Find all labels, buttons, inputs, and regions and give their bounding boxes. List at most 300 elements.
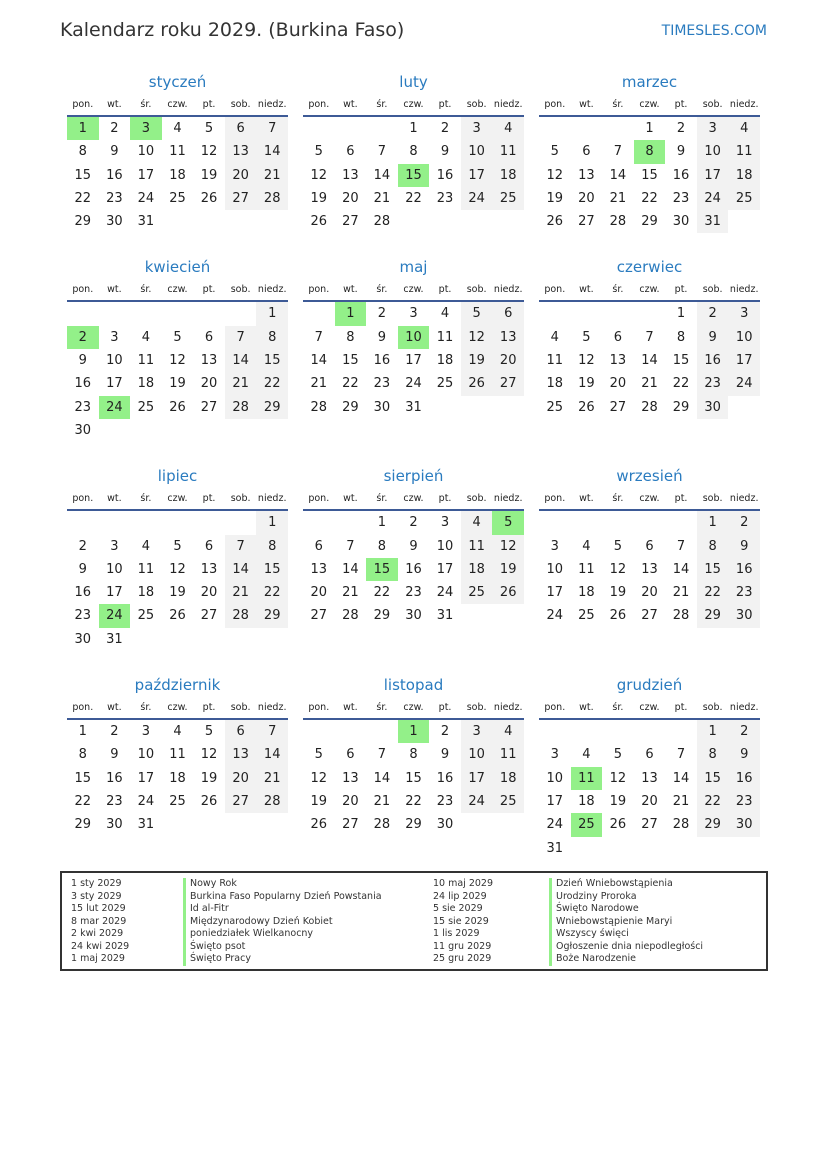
day-cell[interactable]: 24: [461, 790, 493, 813]
day-cell[interactable]: 1: [256, 511, 288, 534]
day-cell[interactable]: 12: [461, 326, 493, 349]
day-cell[interactable]: 5: [204, 724, 214, 740]
day-cell[interactable]: 8: [697, 535, 729, 558]
day-cell[interactable]: 19: [578, 376, 595, 392]
day-cell[interactable]: 13: [200, 561, 218, 577]
day-cell[interactable]: 2: [110, 121, 119, 136]
day-cell[interactable]: 16: [74, 376, 92, 392]
day-cell[interactable]: 3: [728, 302, 760, 325]
day-cell[interactable]: 30: [373, 399, 391, 415]
day-cell[interactable]: 1: [676, 306, 686, 322]
day-cell[interactable]: 7: [256, 117, 288, 140]
day-cell[interactable]: 29: [697, 604, 729, 627]
day-cell[interactable]: 12: [578, 353, 595, 369]
day-cell[interactable]: 7: [676, 538, 686, 554]
day-cell[interactable]: 31: [405, 399, 422, 415]
day-cell[interactable]: 3: [141, 724, 151, 740]
day-cell[interactable]: 4: [141, 329, 151, 345]
holiday-day-cell[interactable]: 10: [398, 326, 430, 349]
day-cell[interactable]: 14: [373, 167, 391, 183]
day-cell[interactable]: 15: [256, 558, 288, 581]
day-cell[interactable]: 26: [200, 793, 218, 809]
day-cell[interactable]: 18: [137, 376, 155, 392]
day-cell[interactable]: 13: [225, 743, 257, 766]
day-cell[interactable]: 3: [550, 538, 559, 554]
day-cell[interactable]: 28: [310, 399, 328, 415]
day-cell[interactable]: 26: [169, 608, 186, 624]
day-cell[interactable]: 15: [74, 770, 92, 786]
day-cell[interactable]: 10: [106, 353, 123, 369]
day-cell[interactable]: 12: [546, 167, 564, 183]
day-cell[interactable]: 11: [728, 140, 760, 163]
day-cell[interactable]: 12: [169, 353, 186, 369]
day-cell[interactable]: 27: [609, 399, 627, 415]
day-cell[interactable]: 8: [409, 747, 418, 763]
day-cell[interactable]: 1: [697, 720, 729, 743]
day-cell[interactable]: 21: [373, 190, 391, 206]
day-cell[interactable]: 23: [373, 376, 391, 392]
day-cell[interactable]: 21: [225, 581, 257, 604]
day-cell[interactable]: 17: [106, 376, 123, 392]
day-cell[interactable]: 17: [436, 561, 454, 577]
day-cell[interactable]: 1: [409, 121, 418, 136]
day-cell[interactable]: 6: [582, 144, 591, 160]
day-cell[interactable]: 6: [645, 538, 654, 554]
day-cell[interactable]: 3: [461, 117, 493, 140]
day-cell[interactable]: 20: [225, 164, 257, 187]
day-cell[interactable]: 28: [256, 187, 288, 210]
day-cell[interactable]: 15: [697, 558, 729, 581]
day-cell[interactable]: 27: [200, 399, 218, 415]
day-cell[interactable]: 5: [613, 538, 623, 554]
day-cell[interactable]: 3: [409, 306, 418, 322]
day-cell[interactable]: 22: [74, 793, 92, 809]
day-cell[interactable]: 19: [200, 167, 218, 183]
day-cell[interactable]: 22: [641, 190, 658, 206]
day-cell[interactable]: 3: [440, 515, 450, 531]
day-cell[interactable]: 21: [672, 585, 690, 601]
day-cell[interactable]: 7: [346, 538, 355, 554]
day-cell[interactable]: 19: [609, 793, 627, 809]
day-cell[interactable]: 29: [641, 214, 658, 230]
day-cell[interactable]: 13: [609, 353, 627, 369]
day-cell[interactable]: 22: [697, 581, 729, 604]
day-cell[interactable]: 10: [461, 743, 493, 766]
day-cell[interactable]: 21: [310, 376, 328, 392]
day-cell[interactable]: 19: [461, 349, 493, 372]
day-cell[interactable]: 13: [342, 770, 359, 786]
day-cell[interactable]: 6: [613, 329, 623, 345]
day-cell[interactable]: 25: [492, 790, 524, 813]
day-cell[interactable]: 14: [310, 353, 328, 369]
day-cell[interactable]: 5: [204, 121, 214, 136]
day-cell[interactable]: 22: [256, 372, 288, 395]
day-cell[interactable]: 19: [546, 190, 564, 206]
holiday-day-cell[interactable]: 25: [571, 813, 603, 836]
day-cell[interactable]: 3: [110, 329, 119, 345]
day-cell[interactable]: 27: [310, 608, 328, 624]
day-cell[interactable]: 25: [169, 190, 186, 206]
day-cell[interactable]: 30: [106, 214, 123, 230]
day-cell[interactable]: 5: [550, 144, 559, 160]
day-cell[interactable]: 26: [461, 372, 493, 395]
day-cell[interactable]: 18: [728, 164, 760, 187]
day-cell[interactable]: 12: [492, 535, 524, 558]
day-cell[interactable]: 10: [461, 140, 493, 163]
day-cell[interactable]: 20: [641, 793, 658, 809]
day-cell[interactable]: 18: [546, 376, 564, 392]
day-cell[interactable]: 24: [137, 190, 155, 206]
day-cell[interactable]: 6: [314, 538, 323, 554]
day-cell[interactable]: 31: [137, 214, 155, 230]
holiday-day-cell[interactable]: 3: [130, 117, 162, 140]
day-cell[interactable]: 23: [106, 190, 123, 206]
day-cell[interactable]: 20: [578, 190, 595, 206]
day-cell[interactable]: 25: [436, 376, 454, 392]
day-cell[interactable]: 4: [582, 747, 591, 763]
day-cell[interactable]: 14: [641, 353, 658, 369]
day-cell[interactable]: 17: [461, 767, 493, 790]
day-cell[interactable]: 11: [578, 561, 595, 577]
day-cell[interactable]: 11: [436, 329, 454, 345]
day-cell[interactable]: 30: [436, 817, 454, 833]
day-cell[interactable]: 17: [137, 770, 155, 786]
day-cell[interactable]: 18: [492, 164, 524, 187]
day-cell[interactable]: 16: [405, 561, 422, 577]
day-cell[interactable]: 4: [728, 117, 760, 140]
day-cell[interactable]: 26: [546, 214, 564, 230]
day-cell[interactable]: 3: [697, 117, 729, 140]
day-cell[interactable]: 10: [728, 326, 760, 349]
day-cell[interactable]: 11: [137, 353, 155, 369]
day-cell[interactable]: 29: [256, 396, 288, 419]
day-cell[interactable]: 9: [110, 747, 119, 763]
day-cell[interactable]: 14: [256, 743, 288, 766]
day-cell[interactable]: 10: [137, 747, 155, 763]
day-cell[interactable]: 19: [169, 376, 186, 392]
day-cell[interactable]: 22: [74, 190, 92, 206]
day-cell[interactable]: 2: [409, 515, 418, 531]
day-cell[interactable]: 29: [342, 399, 359, 415]
day-cell[interactable]: 28: [609, 214, 627, 230]
day-cell[interactable]: 12: [200, 144, 218, 160]
day-cell[interactable]: 15: [697, 767, 729, 790]
day-cell[interactable]: 27: [200, 608, 218, 624]
day-cell[interactable]: 8: [697, 743, 729, 766]
day-cell[interactable]: 8: [676, 329, 686, 345]
day-cell[interactable]: 30: [728, 604, 760, 627]
day-cell[interactable]: 18: [436, 353, 454, 369]
day-cell[interactable]: 22: [256, 581, 288, 604]
day-cell[interactable]: 6: [492, 302, 524, 325]
day-cell[interactable]: 17: [106, 585, 123, 601]
day-cell[interactable]: 27: [225, 790, 257, 813]
day-cell[interactable]: 15: [641, 167, 658, 183]
day-cell[interactable]: 25: [728, 187, 760, 210]
day-cell[interactable]: 2: [440, 724, 450, 740]
day-cell[interactable]: 21: [342, 585, 359, 601]
day-cell[interactable]: 6: [346, 747, 355, 763]
day-cell[interactable]: 21: [641, 376, 658, 392]
day-cell[interactable]: 9: [728, 535, 760, 558]
day-cell[interactable]: 5: [582, 329, 591, 345]
day-cell[interactable]: 25: [169, 793, 186, 809]
day-cell[interactable]: 27: [492, 372, 524, 395]
day-cell[interactable]: 7: [225, 535, 257, 558]
day-cell[interactable]: 11: [169, 747, 186, 763]
day-cell[interactable]: 10: [546, 561, 564, 577]
day-cell[interactable]: 8: [78, 747, 87, 763]
day-cell[interactable]: 12: [609, 770, 627, 786]
day-cell[interactable]: 4: [440, 306, 450, 322]
day-cell[interactable]: 28: [672, 608, 690, 624]
day-cell[interactable]: 4: [461, 511, 493, 534]
day-cell[interactable]: 20: [641, 585, 658, 601]
day-cell[interactable]: 4: [173, 724, 182, 740]
day-cell[interactable]: 31: [697, 210, 729, 233]
day-cell[interactable]: 2: [676, 121, 686, 136]
day-cell[interactable]: 10: [137, 144, 155, 160]
day-cell[interactable]: 8: [346, 329, 355, 345]
day-cell[interactable]: 5: [173, 329, 182, 345]
day-cell[interactable]: 13: [310, 561, 328, 577]
day-cell[interactable]: 28: [672, 817, 690, 833]
day-cell[interactable]: 5: [173, 538, 182, 554]
day-cell[interactable]: 22: [697, 790, 729, 813]
day-cell[interactable]: 24: [461, 187, 493, 210]
day-cell[interactable]: 26: [310, 817, 328, 833]
day-cell[interactable]: 6: [225, 720, 257, 743]
day-cell[interactable]: 15: [342, 353, 359, 369]
day-cell[interactable]: 20: [609, 376, 627, 392]
day-cell[interactable]: 17: [697, 164, 729, 187]
day-cell[interactable]: 1: [256, 302, 288, 325]
day-cell[interactable]: 23: [697, 372, 729, 395]
day-cell[interactable]: 30: [106, 817, 123, 833]
day-cell[interactable]: 1: [697, 511, 729, 534]
day-cell[interactable]: 20: [310, 585, 328, 601]
day-cell[interactable]: 28: [225, 604, 257, 627]
day-cell[interactable]: 21: [256, 164, 288, 187]
day-cell[interactable]: 3: [550, 747, 559, 763]
day-cell[interactable]: 31: [436, 608, 454, 624]
day-cell[interactable]: 9: [697, 326, 729, 349]
day-cell[interactable]: 2: [110, 724, 119, 740]
day-cell[interactable]: 18: [578, 585, 595, 601]
day-cell[interactable]: 9: [78, 353, 87, 369]
day-cell[interactable]: 6: [204, 538, 214, 554]
day-cell[interactable]: 4: [141, 538, 151, 554]
day-cell[interactable]: 9: [409, 538, 418, 554]
holiday-day-cell[interactable]: 1: [398, 720, 430, 743]
day-cell[interactable]: 31: [137, 817, 155, 833]
day-cell[interactable]: 20: [342, 793, 359, 809]
day-cell[interactable]: 9: [676, 144, 686, 160]
day-cell[interactable]: 6: [204, 329, 214, 345]
day-cell[interactable]: 29: [697, 813, 729, 836]
day-cell[interactable]: 6: [346, 144, 355, 160]
day-cell[interactable]: 9: [440, 144, 450, 160]
day-cell[interactable]: 8: [377, 538, 387, 554]
day-cell[interactable]: 7: [225, 326, 257, 349]
day-cell[interactable]: 11: [461, 535, 493, 558]
day-cell[interactable]: 26: [609, 817, 627, 833]
day-cell[interactable]: 26: [609, 608, 627, 624]
day-cell[interactable]: 28: [373, 214, 391, 230]
day-cell[interactable]: 15: [256, 349, 288, 372]
day-cell[interactable]: 2: [697, 302, 729, 325]
day-cell[interactable]: 13: [200, 353, 218, 369]
day-cell[interactable]: 26: [169, 399, 186, 415]
day-cell[interactable]: 15: [405, 770, 422, 786]
day-cell[interactable]: 26: [578, 399, 595, 415]
day-cell[interactable]: 23: [405, 585, 422, 601]
day-cell[interactable]: 22: [342, 376, 359, 392]
day-cell[interactable]: 4: [550, 329, 559, 345]
holiday-day-cell[interactable]: 15: [398, 164, 430, 187]
day-cell[interactable]: 20: [492, 349, 524, 372]
day-cell[interactable]: 27: [342, 214, 359, 230]
day-cell[interactable]: 9: [728, 743, 760, 766]
day-cell[interactable]: 2: [78, 538, 87, 554]
day-cell[interactable]: 14: [373, 770, 391, 786]
day-cell[interactable]: 16: [373, 353, 391, 369]
day-cell[interactable]: 27: [641, 608, 658, 624]
day-cell[interactable]: 10: [697, 140, 729, 163]
day-cell[interactable]: 16: [436, 770, 454, 786]
day-cell[interactable]: 25: [578, 608, 595, 624]
day-cell[interactable]: 14: [609, 167, 627, 183]
day-cell[interactable]: 16: [106, 770, 123, 786]
day-cell[interactable]: 7: [377, 747, 387, 763]
day-cell[interactable]: 3: [461, 720, 493, 743]
day-cell[interactable]: 17: [728, 349, 760, 372]
day-cell[interactable]: 28: [342, 608, 359, 624]
day-cell[interactable]: 19: [310, 793, 328, 809]
day-cell[interactable]: 23: [436, 793, 454, 809]
day-cell[interactable]: 17: [546, 585, 564, 601]
day-cell[interactable]: 1: [377, 515, 387, 531]
day-cell[interactable]: 27: [578, 214, 595, 230]
holiday-day-cell[interactable]: 2: [67, 326, 99, 349]
day-cell[interactable]: 25: [137, 399, 155, 415]
day-cell[interactable]: 23: [74, 608, 92, 624]
day-cell[interactable]: 3: [110, 538, 119, 554]
day-cell[interactable]: 30: [74, 422, 92, 438]
day-cell[interactable]: 24: [546, 608, 564, 624]
day-cell[interactable]: 29: [256, 604, 288, 627]
day-cell[interactable]: 14: [256, 140, 288, 163]
day-cell[interactable]: 28: [373, 817, 391, 833]
day-cell[interactable]: 5: [613, 747, 623, 763]
day-cell[interactable]: 29: [373, 608, 391, 624]
day-cell[interactable]: 21: [373, 793, 391, 809]
day-cell[interactable]: 29: [74, 214, 92, 230]
day-cell[interactable]: 18: [461, 558, 493, 581]
holiday-day-cell[interactable]: 1: [335, 302, 367, 325]
holiday-day-cell[interactable]: 24: [99, 604, 131, 627]
day-cell[interactable]: 9: [78, 561, 87, 577]
day-cell[interactable]: 13: [492, 326, 524, 349]
day-cell[interactable]: 27: [225, 187, 257, 210]
day-cell[interactable]: 18: [169, 167, 186, 183]
day-cell[interactable]: 28: [256, 790, 288, 813]
day-cell[interactable]: 24: [436, 585, 454, 601]
day-cell[interactable]: 31: [546, 840, 564, 856]
day-cell[interactable]: 9: [377, 329, 387, 345]
day-cell[interactable]: 13: [641, 561, 658, 577]
day-cell[interactable]: 21: [225, 372, 257, 395]
day-cell[interactable]: 13: [225, 140, 257, 163]
day-cell[interactable]: 23: [106, 793, 123, 809]
day-cell[interactable]: 15: [74, 167, 92, 183]
day-cell[interactable]: 13: [578, 167, 595, 183]
day-cell[interactable]: 13: [641, 770, 658, 786]
day-cell[interactable]: 25: [137, 608, 155, 624]
day-cell[interactable]: 23: [74, 399, 92, 415]
day-cell[interactable]: 16: [436, 167, 454, 183]
day-cell[interactable]: 10: [106, 561, 123, 577]
day-cell[interactable]: 7: [377, 144, 387, 160]
day-cell[interactable]: 1: [645, 121, 654, 136]
day-cell[interactable]: 28: [225, 396, 257, 419]
day-cell[interactable]: 22: [373, 585, 391, 601]
day-cell[interactable]: 4: [173, 121, 182, 136]
day-cell[interactable]: 8: [256, 535, 288, 558]
day-cell[interactable]: 19: [200, 770, 218, 786]
day-cell[interactable]: 20: [200, 376, 218, 392]
day-cell[interactable]: 10: [436, 538, 454, 554]
day-cell[interactable]: 26: [492, 581, 524, 604]
day-cell[interactable]: 11: [169, 144, 186, 160]
day-cell[interactable]: 21: [609, 190, 627, 206]
day-cell[interactable]: 11: [546, 353, 564, 369]
brand-link[interactable]: TIMESLES.COM: [661, 23, 767, 39]
day-cell[interactable]: 29: [74, 817, 92, 833]
day-cell[interactable]: 2: [728, 511, 760, 534]
day-cell[interactable]: 18: [578, 793, 595, 809]
day-cell[interactable]: 18: [492, 767, 524, 790]
day-cell[interactable]: 21: [256, 767, 288, 790]
day-cell[interactable]: 26: [200, 190, 218, 206]
day-cell[interactable]: 17: [137, 167, 155, 183]
day-cell[interactable]: 14: [672, 561, 690, 577]
day-cell[interactable]: 27: [641, 817, 658, 833]
day-cell[interactable]: 18: [137, 585, 155, 601]
day-cell[interactable]: 20: [200, 585, 218, 601]
day-cell[interactable]: 15: [672, 353, 690, 369]
holiday-day-cell[interactable]: 8: [634, 140, 666, 163]
day-cell[interactable]: 31: [106, 631, 123, 647]
day-cell[interactable]: 17: [405, 353, 422, 369]
day-cell[interactable]: 11: [137, 561, 155, 577]
day-cell[interactable]: 25: [461, 581, 493, 604]
day-cell[interactable]: 22: [672, 376, 690, 392]
day-cell[interactable]: 24: [137, 793, 155, 809]
day-cell[interactable]: 30: [728, 813, 760, 836]
day-cell[interactable]: 12: [310, 167, 328, 183]
day-cell[interactable]: 8: [409, 144, 418, 160]
day-cell[interactable]: 23: [672, 190, 690, 206]
day-cell[interactable]: 24: [697, 187, 729, 210]
day-cell[interactable]: 8: [256, 326, 288, 349]
day-cell[interactable]: 7: [676, 747, 686, 763]
day-cell[interactable]: 14: [225, 558, 257, 581]
day-cell[interactable]: 14: [225, 349, 257, 372]
holiday-day-cell[interactable]: 11: [571, 767, 603, 790]
day-cell[interactable]: 7: [314, 329, 323, 345]
day-cell[interactable]: 9: [440, 747, 450, 763]
